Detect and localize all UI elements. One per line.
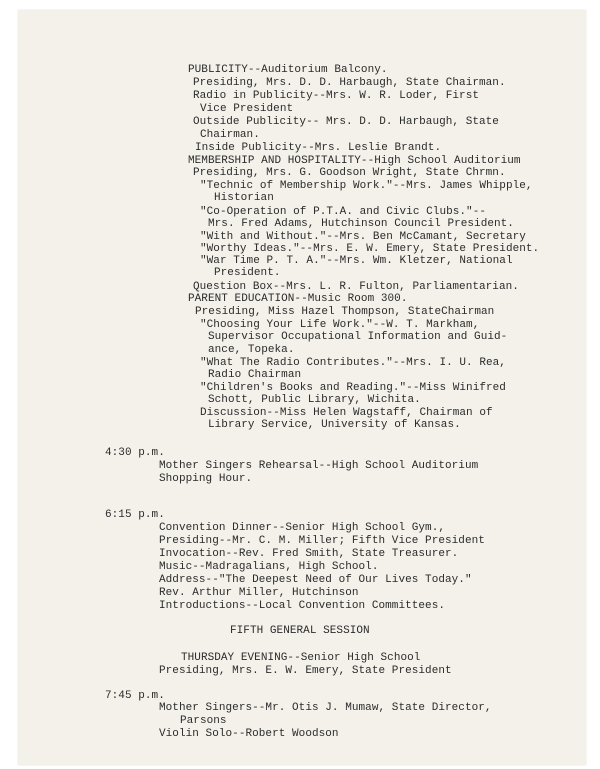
text-line: Historian — [214, 192, 274, 204]
text-line: Radio in Publicity--Mrs. W. R. Loder, First — [193, 90, 479, 102]
text-line: Supervisor Occupational Information and Guid- — [208, 331, 508, 343]
text-line: Discussion--Miss Helen Wagstaff, Chairman of — [200, 407, 493, 419]
section-heading: FIFTH GENERAL SESSION — [230, 625, 370, 637]
text-line: "Co-Operation of P.T.A. and Civic Clubs."-- — [200, 206, 486, 218]
text-line: "Technic of Membership Work."--Mrs. James Whipple, — [200, 180, 533, 192]
text-line: Presiding, Miss Hazel Thompson, StateChairman — [195, 306, 495, 318]
text-line: Inside Publicity--Mrs. Leslie Brandt. — [195, 142, 442, 154]
text-line: Presiding, Mrs. E. W. Emery, State President — [159, 665, 452, 677]
text-line: Address--"The Deepest Need of Our Lives Today." — [159, 574, 472, 586]
text-line: "What The Radio Contributes."--Mrs. I. U. Rea, — [200, 357, 506, 369]
text-line: Violin Solo--Robert Woodson — [159, 728, 339, 740]
text-line: PUBLICITY--Auditorium Balcony. — [188, 64, 388, 76]
text-line: Question Box--Mrs. L. R. Fulton, Parliamentarian. — [193, 281, 519, 293]
text-line: MEMBERSHIP AND HOSPITALITY--High School Auditorium — [188, 155, 521, 167]
text-line: Music--Madragalians, High School. — [159, 561, 379, 573]
text-line: Library Service, University of Kansas. — [208, 419, 461, 431]
text-line: Presiding, Mrs. D. D. Harbaugh, State Chairman. — [193, 77, 506, 89]
text-line: PARENT EDUCATION--Music Room 300. — [188, 293, 408, 305]
text-line: President. — [214, 267, 281, 279]
text-line: Radio Chairman — [208, 369, 302, 381]
text-line: Vice President — [200, 103, 294, 115]
text-line: Shopping Hour. — [159, 473, 253, 485]
text-line: Mother Singers--Mr. Otis J. Mumaw, State Director, — [159, 702, 492, 714]
text-line: Outside Publicity-- Mrs. D. D. Harbaugh, State — [193, 116, 499, 128]
text-line: Convention Dinner--Senior High School Gym., — [159, 522, 445, 534]
text-line: THURSDAY EVENING--Senior High School — [181, 652, 421, 664]
text-line: ance, Topeka. — [208, 344, 295, 356]
text-line: Presiding--Mr. C. M. Miller; Fifth Vice President — [159, 535, 485, 547]
text-line: "Choosing Your Life Work."--W. T. Markham, — [200, 319, 480, 331]
text-line: "Children's Books and Reading."--Miss Winifred — [200, 382, 506, 394]
time-label: 4:30 p.m. — [105, 447, 165, 459]
text-line: Mother Singers Rehearsal--High School Auditorium — [159, 460, 479, 472]
text-line: Invocation--Rev. Fred Smith, State Treasurer. — [159, 548, 459, 560]
text-line: Schott, Public Library, Wichita. — [208, 394, 421, 406]
text-line: Parsons — [180, 715, 227, 727]
text-line: Presiding, Mrs. G. Goodson Wright, State Chrmn. — [193, 167, 506, 179]
text-line: Mrs. Fred Adams, Hutchinson Council President. — [208, 218, 514, 230]
text-line: "Worthy Ideas."--Mrs. E. W. Emery, State President. — [200, 243, 540, 255]
text-line: Rev. Arthur Miller, Hutchinson — [159, 587, 359, 599]
text-line: Chairman. — [200, 129, 260, 141]
time-label: 6:15 p.m. — [105, 509, 165, 521]
text-line: "War Time P. T. A."--Mrs. Wm. Kletzer, National — [200, 255, 513, 267]
text-line: Introductions--Local Convention Committees. — [159, 600, 445, 612]
time-label: 7:45 p.m. — [105, 690, 165, 702]
text-line: "With and Without."--Mrs. Ben McCamant, Secretary — [200, 231, 526, 243]
document-page — [18, 10, 586, 765]
